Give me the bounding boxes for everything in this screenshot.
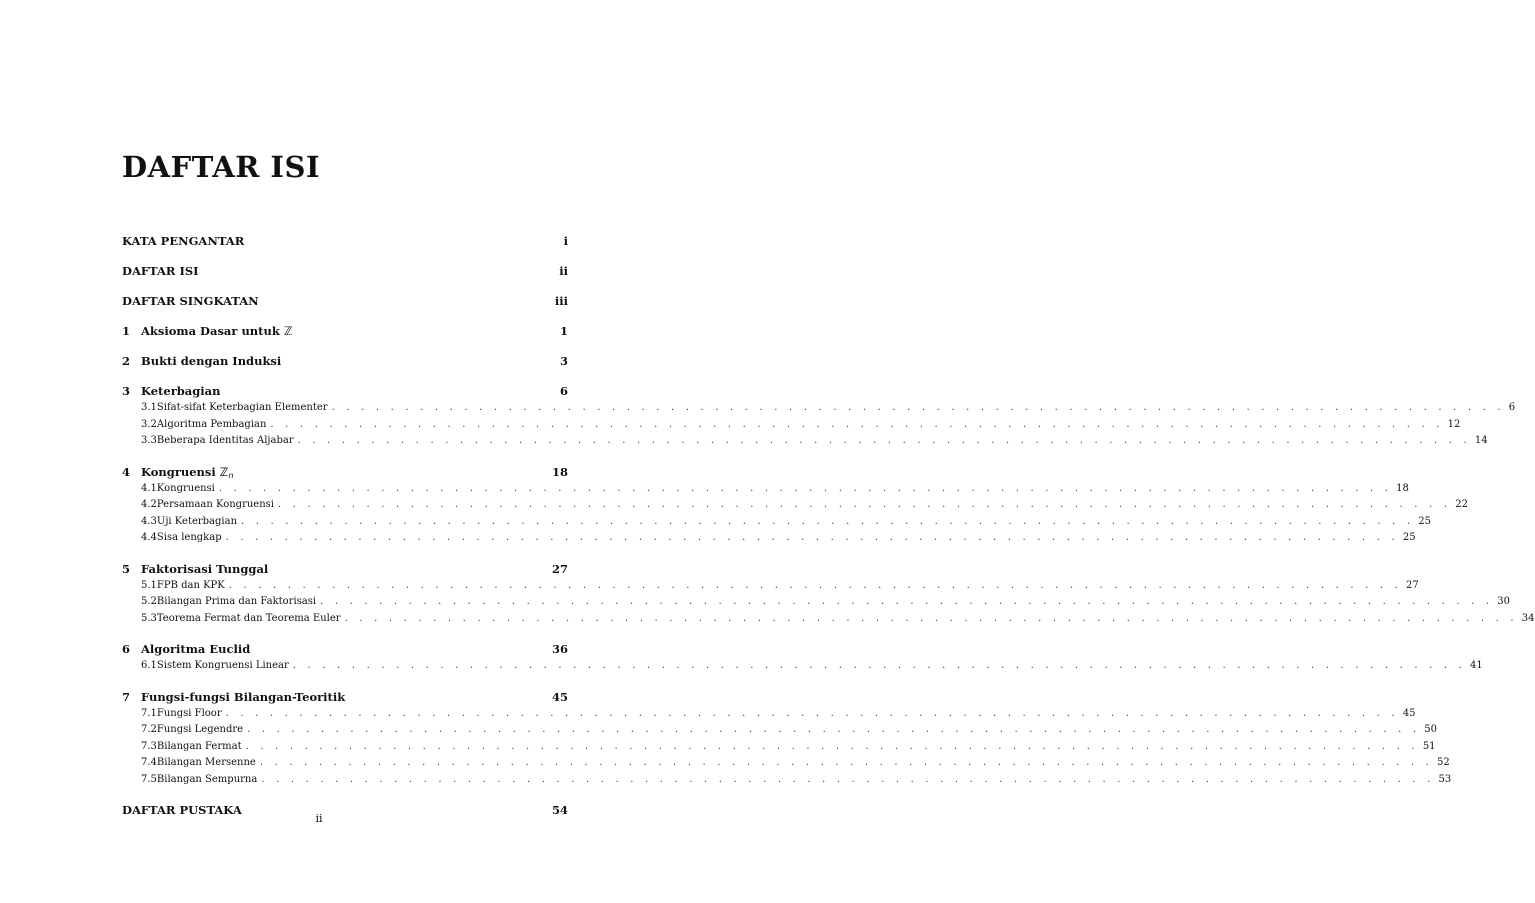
toc-section[interactable] [122,739,1436,756]
chapter-number: 3 [122,384,131,398]
chapter-number: 2 [122,354,131,368]
chapter-number: 1 [122,324,131,338]
toc-chapter[interactable] [122,464,568,480]
toc-entry-page: i [563,234,568,248]
section-title: Persamaan Kongruensi [157,497,278,514]
section-number: 4.3 [141,515,157,527]
dot-leader: . . . . . . . . . . . . . . . . . . . . . . . . . . . . . . . . . . . . . . . . . . . . . . . . . . . . . . . . . . . . . . . . . . . . . . . . . . . . . . . . [225,532,1399,543]
section-number: 4.1 [141,482,157,494]
section-number: 7.1 [141,707,157,719]
dot-leader: . . . . . . . . . . . . . . . . . . . . . . . . . . . . . . . . . . . . . . . . . . . . . . . . . . . . . . . . . . . . . . . . . . . . . . . . . . . . . . . . [320,596,1494,607]
toc-chapter[interactable] [122,383,568,399]
dot-leader: . . . . . . . . . . . . . . . . . . . . . . . . . . . . . . . . . . . . . . . . . . . . . . . . . . . . . . . . . . . . . . . . . . . . . . . . . . . . . . . . [218,482,1393,494]
section-title: Bilangan Fermat [157,739,246,756]
dot-leader: . . . . . . . . . . . . . . . . . . . . . . . . . . . . . . . . . . . . . . . . . . . . . . . . . . . . . . . . . . . . . . . . . . . . . . . . . . . . . . . . [292,660,1466,671]
section-title: Teorema Fermat dan Teorema Euler [157,611,345,628]
dot-leader: . . . . . . . . . . . . . . . . . . . . . . . . . . . . . . . . . . . . . . . . . . . . . . . . . . . . . . . . . . . . . . . . . . . . . . . . . . . . . . . . [331,402,1505,413]
toc-section[interactable] [122,722,1438,739]
section-list [122,578,1535,628]
section-list [122,658,1483,675]
chapter-page: 1 [559,324,568,338]
chapter-title [141,561,552,577]
section-number: 5.1 [141,579,157,591]
chapter-title-text: Keterbagian [141,384,221,398]
chapter-list [122,323,1535,788]
section-title: Beberapa Identitas Aljabar [157,433,298,450]
toc-entry-page: iii [554,294,568,308]
section-number: 4.4 [141,532,157,543]
chapter-title [141,353,560,369]
section-title: Sisa lengkap [157,530,226,547]
section-title: Fungsi Legendre [157,722,247,739]
section-page: 14 [1474,435,1488,446]
chapter-title-text: Kongruensi [141,464,216,479]
chapter-number: 7 [122,689,131,704]
toc-section[interactable] [122,400,1516,417]
toc-section[interactable] [122,755,1450,772]
toc-section[interactable] [122,481,1409,498]
toc-section[interactable] [122,530,1416,547]
toc-chapter[interactable] [122,641,568,657]
chapter-title-text: Algoritma Euclid [141,642,251,656]
toc-entry-title: KATA PENGANTAR [122,234,245,248]
section-page: 22 [1455,499,1468,510]
section-title: Bilangan Sempurna [157,772,261,789]
section-title: Uji Keterbagian [157,514,241,531]
toc-entry-page: 54 [551,803,568,817]
section-title: Algoritma Pembagian [157,417,271,434]
math-symbol: ℤ [219,464,229,479]
toc-entry-page: ii [559,264,568,278]
toc-section[interactable] [122,578,1419,595]
toc-entry[interactable] [122,263,568,279]
section-page: 51 [1422,740,1436,752]
chapter-title-text: Aksioma Dasar untuk [141,324,280,338]
section-page: 12 [1447,418,1461,430]
dot-leader: . . . . . . . . . . . . . . . . . . . . . . . . . . . . . . . . . . . . . . . . . . . . . . . . . . . . . . . . . . . . . . . . . . . . . . . . . . . . . . . . [297,435,1471,446]
section-page: 25 [1418,515,1431,527]
dot-leader: . . . . . . . . . . . . . . . . . . . . . . . . . . . . . . . . . . . . . . . . . . . . . . . . . . . . . . . . . . . . . . . . . . . . . . . . . . . . . . . . [270,418,1444,430]
page-title: DAFTAR ISI [122,150,321,184]
toc-chapter[interactable] [122,323,568,339]
section-page: 52 [1437,757,1450,768]
section-page: 18 [1396,482,1409,494]
toc-section[interactable] [122,497,1468,514]
toc-section[interactable] [122,417,1461,434]
section-number: 7.5 [141,773,157,785]
section-number: 7.4 [141,757,157,768]
dot-leader: . . . . . . . . . . . . . . . . . . . . . . . . . . . . . . . . . . . . . . . . . . . . . . . . . . . . . . . . . . . . . . . . . . . . . . . . . . . . . . . . [247,724,1421,735]
chapter-page: 27 [551,561,568,576]
section-page: 34 [1521,612,1535,624]
section-page: 25 [1402,532,1416,543]
chapter-title-text: Faktorisasi Tunggal [141,561,269,576]
section-title: Sifat-sifat Keterbagian Elementer [157,400,332,417]
dot-leader: . . . . . . . . . . . . . . . . . . . . . . . . . . . . . . . . . . . . . . . . . . . . . . . . . . . . . . . . . . . . . . . . . . . . . . . . . . . . . . . . [261,773,1435,785]
toc-section[interactable] [122,772,1452,789]
dot-leader: . . . . . . . . . . . . . . . . . . . . . . . . . . . . . . . . . . . . . . . . . . . . . . . . . . . . . . . . . . . . . . . . . . . . . . . . . . . . . . . . [277,499,1452,510]
section-number: 4.2 [141,499,157,510]
math-symbol: ℤ [283,324,293,338]
toc-section[interactable] [122,611,1535,628]
section-page: 6 [1508,402,1516,413]
section-number: 5.3 [141,612,157,624]
chapter-title [141,323,560,339]
chapter-page: 6 [559,384,568,398]
chapter-title [141,641,552,657]
toc-section[interactable] [122,514,1431,531]
section-page: 30 [1497,596,1511,607]
toc-entry-title: DAFTAR PUSTAKA [122,803,242,817]
toc-chapter[interactable] [122,689,568,705]
section-list [122,706,1452,789]
section-page: 53 [1438,773,1452,785]
section-number: 7.3 [141,740,157,752]
section-list [122,481,1468,547]
toc-entry[interactable] [122,233,568,249]
section-list [122,400,1516,450]
toc-section[interactable] [122,706,1416,723]
chapter-number: 5 [122,561,131,576]
section-number: 3.3 [141,435,157,446]
section-number: 7.2 [141,724,157,735]
math-subscript: n [228,470,234,480]
dot-leader: . . . . . . . . . . . . . . . . . . . . . . . . . . . . . . . . . . . . . . . . . . . . . . . . . . . . . . . . . . . . . . . . . . . . . . . . . . . . . . . . [225,707,1399,719]
section-title: Sistem Kongruensi Linear [157,658,293,675]
chapter-title [141,383,560,399]
toc-section[interactable] [122,658,1483,675]
chapter-number: 4 [122,464,131,479]
chapter-page: 36 [551,642,568,656]
toc-entry-title: DAFTAR SINGKATAN [122,294,259,308]
chapter-title-text: Fungsi-fungsi Bilangan-Teoritik [141,689,346,704]
section-page: 41 [1470,660,1483,671]
toc-entry[interactable] [122,293,568,309]
chapter-page: 18 [551,464,568,479]
section-number: 3.1 [141,402,157,413]
toc-chapter[interactable] [122,353,568,369]
front-matter-list [122,233,568,309]
chapter-title-text: Bukti dengan Induksi [141,354,282,368]
chapter-page: 45 [551,689,568,704]
section-number: 3.2 [141,418,157,430]
section-title: Bilangan Prima dan Faktorisasi [157,594,320,611]
toc-chapter[interactable] [122,561,568,577]
dot-leader: . . . . . . . . . . . . . . . . . . . . . . . . . . . . . . . . . . . . . . . . . . . . . . . . . . . . . . . . . . . . . . . . . . . . . . . . . . . . . . . . [344,612,1518,624]
section-number: 5.2 [141,596,157,607]
section-title: Bilangan Mersenne [157,755,260,772]
dot-leader: . . . . . . . . . . . . . . . . . . . . . . . . . . . . . . . . . . . . . . . . . . . . . . . . . . . . . . . . . . . . . . . . . . . . . . . . . . . . . . . . [245,740,1419,752]
section-number: 6.1 [141,660,157,671]
section-title: Kongruensi [157,481,219,498]
chapter-number: 6 [122,642,131,656]
toc-section[interactable] [122,433,1488,450]
page-number: ii [315,812,323,825]
section-title: FPB dan KPK [157,578,229,595]
toc-entry-title: DAFTAR ISI [122,264,199,278]
section-page: 50 [1424,724,1438,735]
chapter-title [141,689,552,705]
toc-section[interactable] [122,594,1511,611]
section-title: Fungsi Floor [157,706,226,723]
table-of-contents [122,233,1535,832]
section-page: 45 [1402,707,1416,719]
chapter-page: 3 [559,354,568,368]
dot-leader: . . . . . . . . . . . . . . . . . . . . . . . . . . . . . . . . . . . . . . . . . . . . . . . . . . . . . . . . . . . . . . . . . . . . . . . . . . . . . . . . [228,579,1402,591]
dot-leader: . . . . . . . . . . . . . . . . . . . . . . . . . . . . . . . . . . . . . . . . . . . . . . . . . . . . . . . . . . . . . . . . . . . . . . . . . . . . . . . . [241,515,1415,527]
section-page: 27 [1405,579,1419,591]
dot-leader: . . . . . . . . . . . . . . . . . . . . . . . . . . . . . . . . . . . . . . . . . . . . . . . . . . . . . . . . . . . . . . . . . . . . . . . . . . . . . . . . [259,757,1434,768]
